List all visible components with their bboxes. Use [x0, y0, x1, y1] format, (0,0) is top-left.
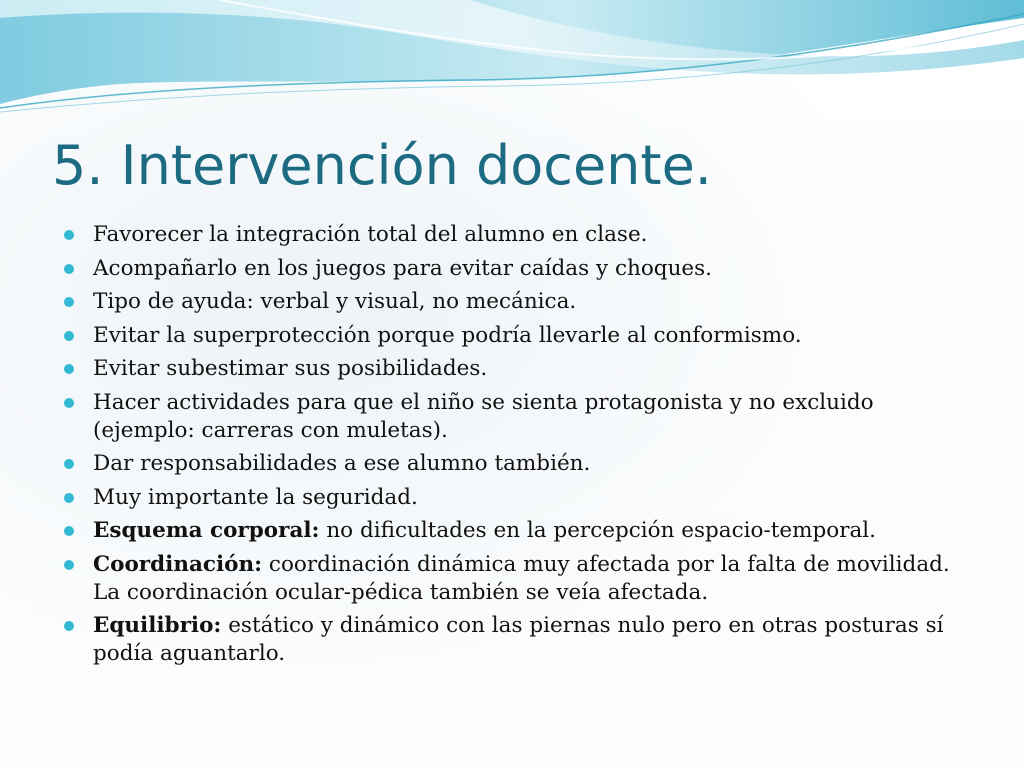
bullet-dot-icon: [64, 364, 74, 374]
header-wave-decoration: [0, 0, 1024, 140]
bullet-item: [0, 484, 1024, 512]
bullet-text: estático y dinámico con las piernas nulo pero en otras posturas sí podía aguantarlo.: [93, 613, 944, 666]
bullet-heading: Equilibrio:: [93, 613, 222, 638]
bullet-list: [0, 221, 1024, 674]
bullet-item: [0, 355, 1024, 383]
bullet-item: [0, 255, 1024, 283]
bullet-heading: Esquema corporal:: [93, 518, 320, 543]
bullet-dot-icon: [64, 264, 74, 274]
bullet-item: [0, 612, 1024, 668]
bullet-text: no dificultades en la percepción espacio-temporal.: [319, 518, 877, 543]
bullet-item: [0, 517, 1024, 545]
bullet-heading: Coordinación:: [93, 551, 263, 577]
bullet-text: Muy importante la seguridad.: [93, 484, 418, 510]
bullet-dot-icon: [64, 230, 74, 240]
bullet-text: Evitar la superprotección porque podría llevarle al conformismo.: [93, 322, 802, 348]
bullet-dot-icon: [64, 560, 74, 570]
bullet-item: [0, 450, 1024, 478]
bullet-text: Acompañarlo en los juegos para evitar caídas y choques.: [93, 255, 713, 281]
bullet-text: Favorecer la integración total del alumno en clase.: [93, 222, 648, 247]
bullet-item: [0, 389, 1024, 445]
bullet-text: Dar responsabilidades a ese alumno también.: [93, 451, 591, 476]
bullet-item: [0, 288, 1024, 316]
bullet-dot-icon: [64, 297, 74, 307]
slide-title: 5. Intervención docente.: [52, 134, 712, 197]
bullet-item: [0, 322, 1024, 350]
bullet-dot-icon: [64, 398, 74, 408]
bullet-dot-icon: [64, 526, 74, 536]
bullet-dot-icon: [64, 621, 74, 631]
bullet-dot-icon: [64, 331, 74, 341]
bullet-text: Hacer actividades para que el niño se sienta protagonista y no excluido (ejemplo: carreras con muletas).: [93, 389, 874, 443]
bullet-dot-icon: [64, 459, 74, 469]
bullet-dot-icon: [64, 493, 74, 503]
bullet-text: coordinación dinámica muy afectada por la falta de movilidad. La coordinación ocular-pédica también se veía afectada.: [93, 551, 950, 605]
bullet-item: [0, 551, 1024, 607]
bullet-text: Evitar subestimar sus posibilidades.: [93, 356, 488, 381]
bullet-item: [0, 221, 1024, 249]
bullet-text: Tipo de ayuda: verbal y visual, no mecánica.: [93, 289, 577, 314]
